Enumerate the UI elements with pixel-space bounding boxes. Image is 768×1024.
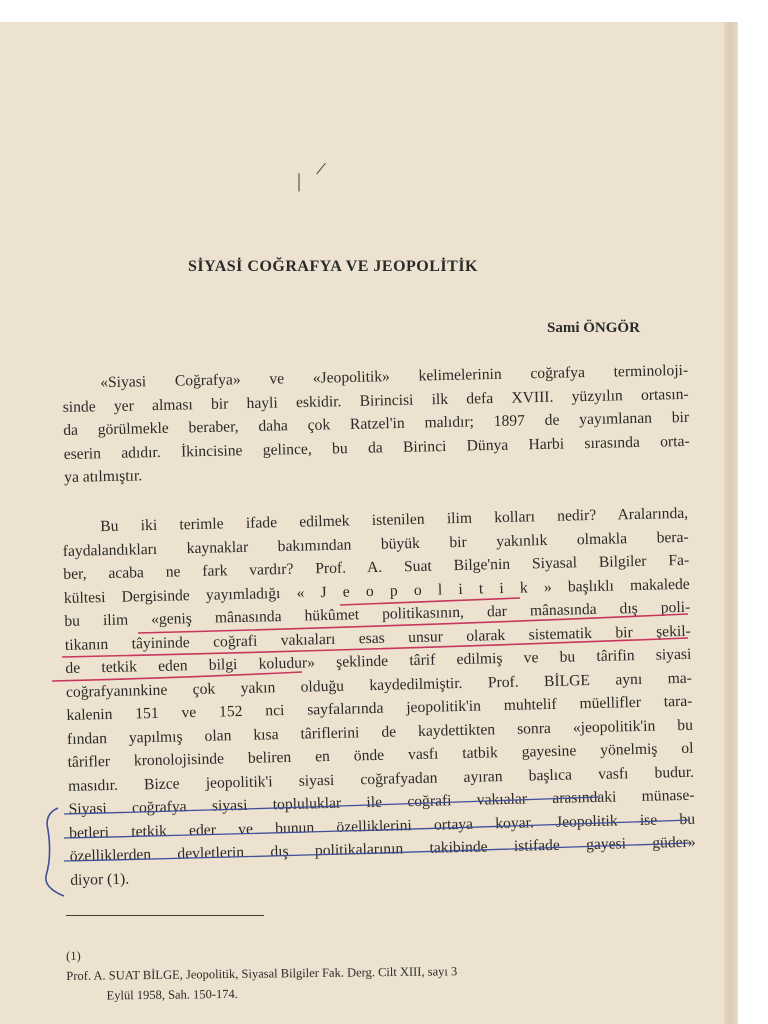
page-edge: [724, 22, 738, 1024]
paragraph-2: [62, 502, 696, 892]
footnote-citation: Prof. A. SUAT BİLGE, Jeopolitik, Siyasal Bilgiler Fak. Derg. Cilt XIII, sayı 3: [66, 964, 458, 983]
text-line: eserin adıdır. İkincisine gelince, bu da Birinci Dünya Harbi sırasında orta-: [63, 432, 690, 463]
text-line: sinde yer alması bir hayli eskidir. Birincisi ilk defa XVIII. yüzyılın ortasın-: [62, 385, 689, 416]
text-line: coğrafyanınkine çok yakın olduğu kaydedilmiştir. Prof. BİLGE aynı ma-: [65, 669, 693, 701]
pencil-mark: /: [314, 157, 328, 181]
text-line: tikanın tâyininde coğrafi vakıaları esas unsur olarak sistematik bir şekil-: [64, 622, 691, 654]
text-line: bu ilim «geniş mânasında hükûmet politikasının, dar mânasında dış poli-: [64, 598, 691, 630]
paragraph-1: [62, 359, 690, 490]
text-line: betleri tetkik eder ve bunun özelliklerini ortaya koyar. Jeopolitik ise bu: [68, 810, 696, 842]
text-line: da görülmekle beraber, daha çok Ratzel'in malıdır; 1897 de yayımlanan bir: [63, 408, 690, 439]
text-line: târifler kronolojisinde beliren en önde vasfı tatbik gayesine yönelmiş ol: [67, 739, 694, 771]
footnote-rule: [66, 915, 264, 916]
text-line: de tetkik eden bilgi koludur» şeklinde târif edilmiş ve bu târifin siyasi: [65, 645, 692, 677]
pencil-mark: |: [297, 170, 302, 192]
text-line: kültesi Dergisinde yayımladığı « J e o p o l i t i k » başlıklı makalede: [63, 575, 690, 607]
text-line: masıdır. Bizce jeopolitik'i siyasi coğrafyadan ayıran başlıca vasfı budur.: [67, 763, 695, 795]
text-line: fından yapılmış olan kısa târiflerini de kaydettikten sonra «jeopolitik'in bu: [66, 716, 694, 748]
author-name: Sami ÖNGÖR: [547, 320, 640, 336]
text-line: kalenin 151 ve 152 nci sayfalarında jeopolitik'in muhtelif müellifler tara-: [66, 692, 693, 724]
text-line: ber, acaba ne fark vardır? Prof. A. Suat Bilge'nin Siyasal Bilgiler Fa-: [63, 551, 690, 583]
footnote-number: (1): [66, 948, 81, 963]
text-line: «Siyasi Coğrafya» ve «Jeopolitik» kelimelerinin coğrafya terminoloji-: [100, 361, 689, 392]
text-line: özelliklerden devletlerin dış politikalarının takibinde istifade gayesi güder»: [69, 833, 696, 865]
text-line: diyor (1).: [70, 870, 130, 889]
article-title: SİYASİ COĞRAFYA VE JEOPOLİTİK: [188, 258, 478, 275]
footnote-line-2: Eylül 1958, Sah. 150-174.: [106, 986, 238, 1003]
text-line: faydalandıkları kaynaklar bakımından büyük bir yakınlık olmakla bera-: [62, 528, 689, 560]
text-line: ya atılmıştır.: [64, 467, 143, 486]
text-line: Bu iki terimle ifade edilmek istenilen ilim kolları nedir? Aralarında,: [100, 504, 689, 536]
text-line: Siyasi coğrafya siyasi topluluklar ile coğrafi vakıalar arasındaki münase-: [68, 786, 695, 818]
footnote: [66, 938, 695, 1006]
